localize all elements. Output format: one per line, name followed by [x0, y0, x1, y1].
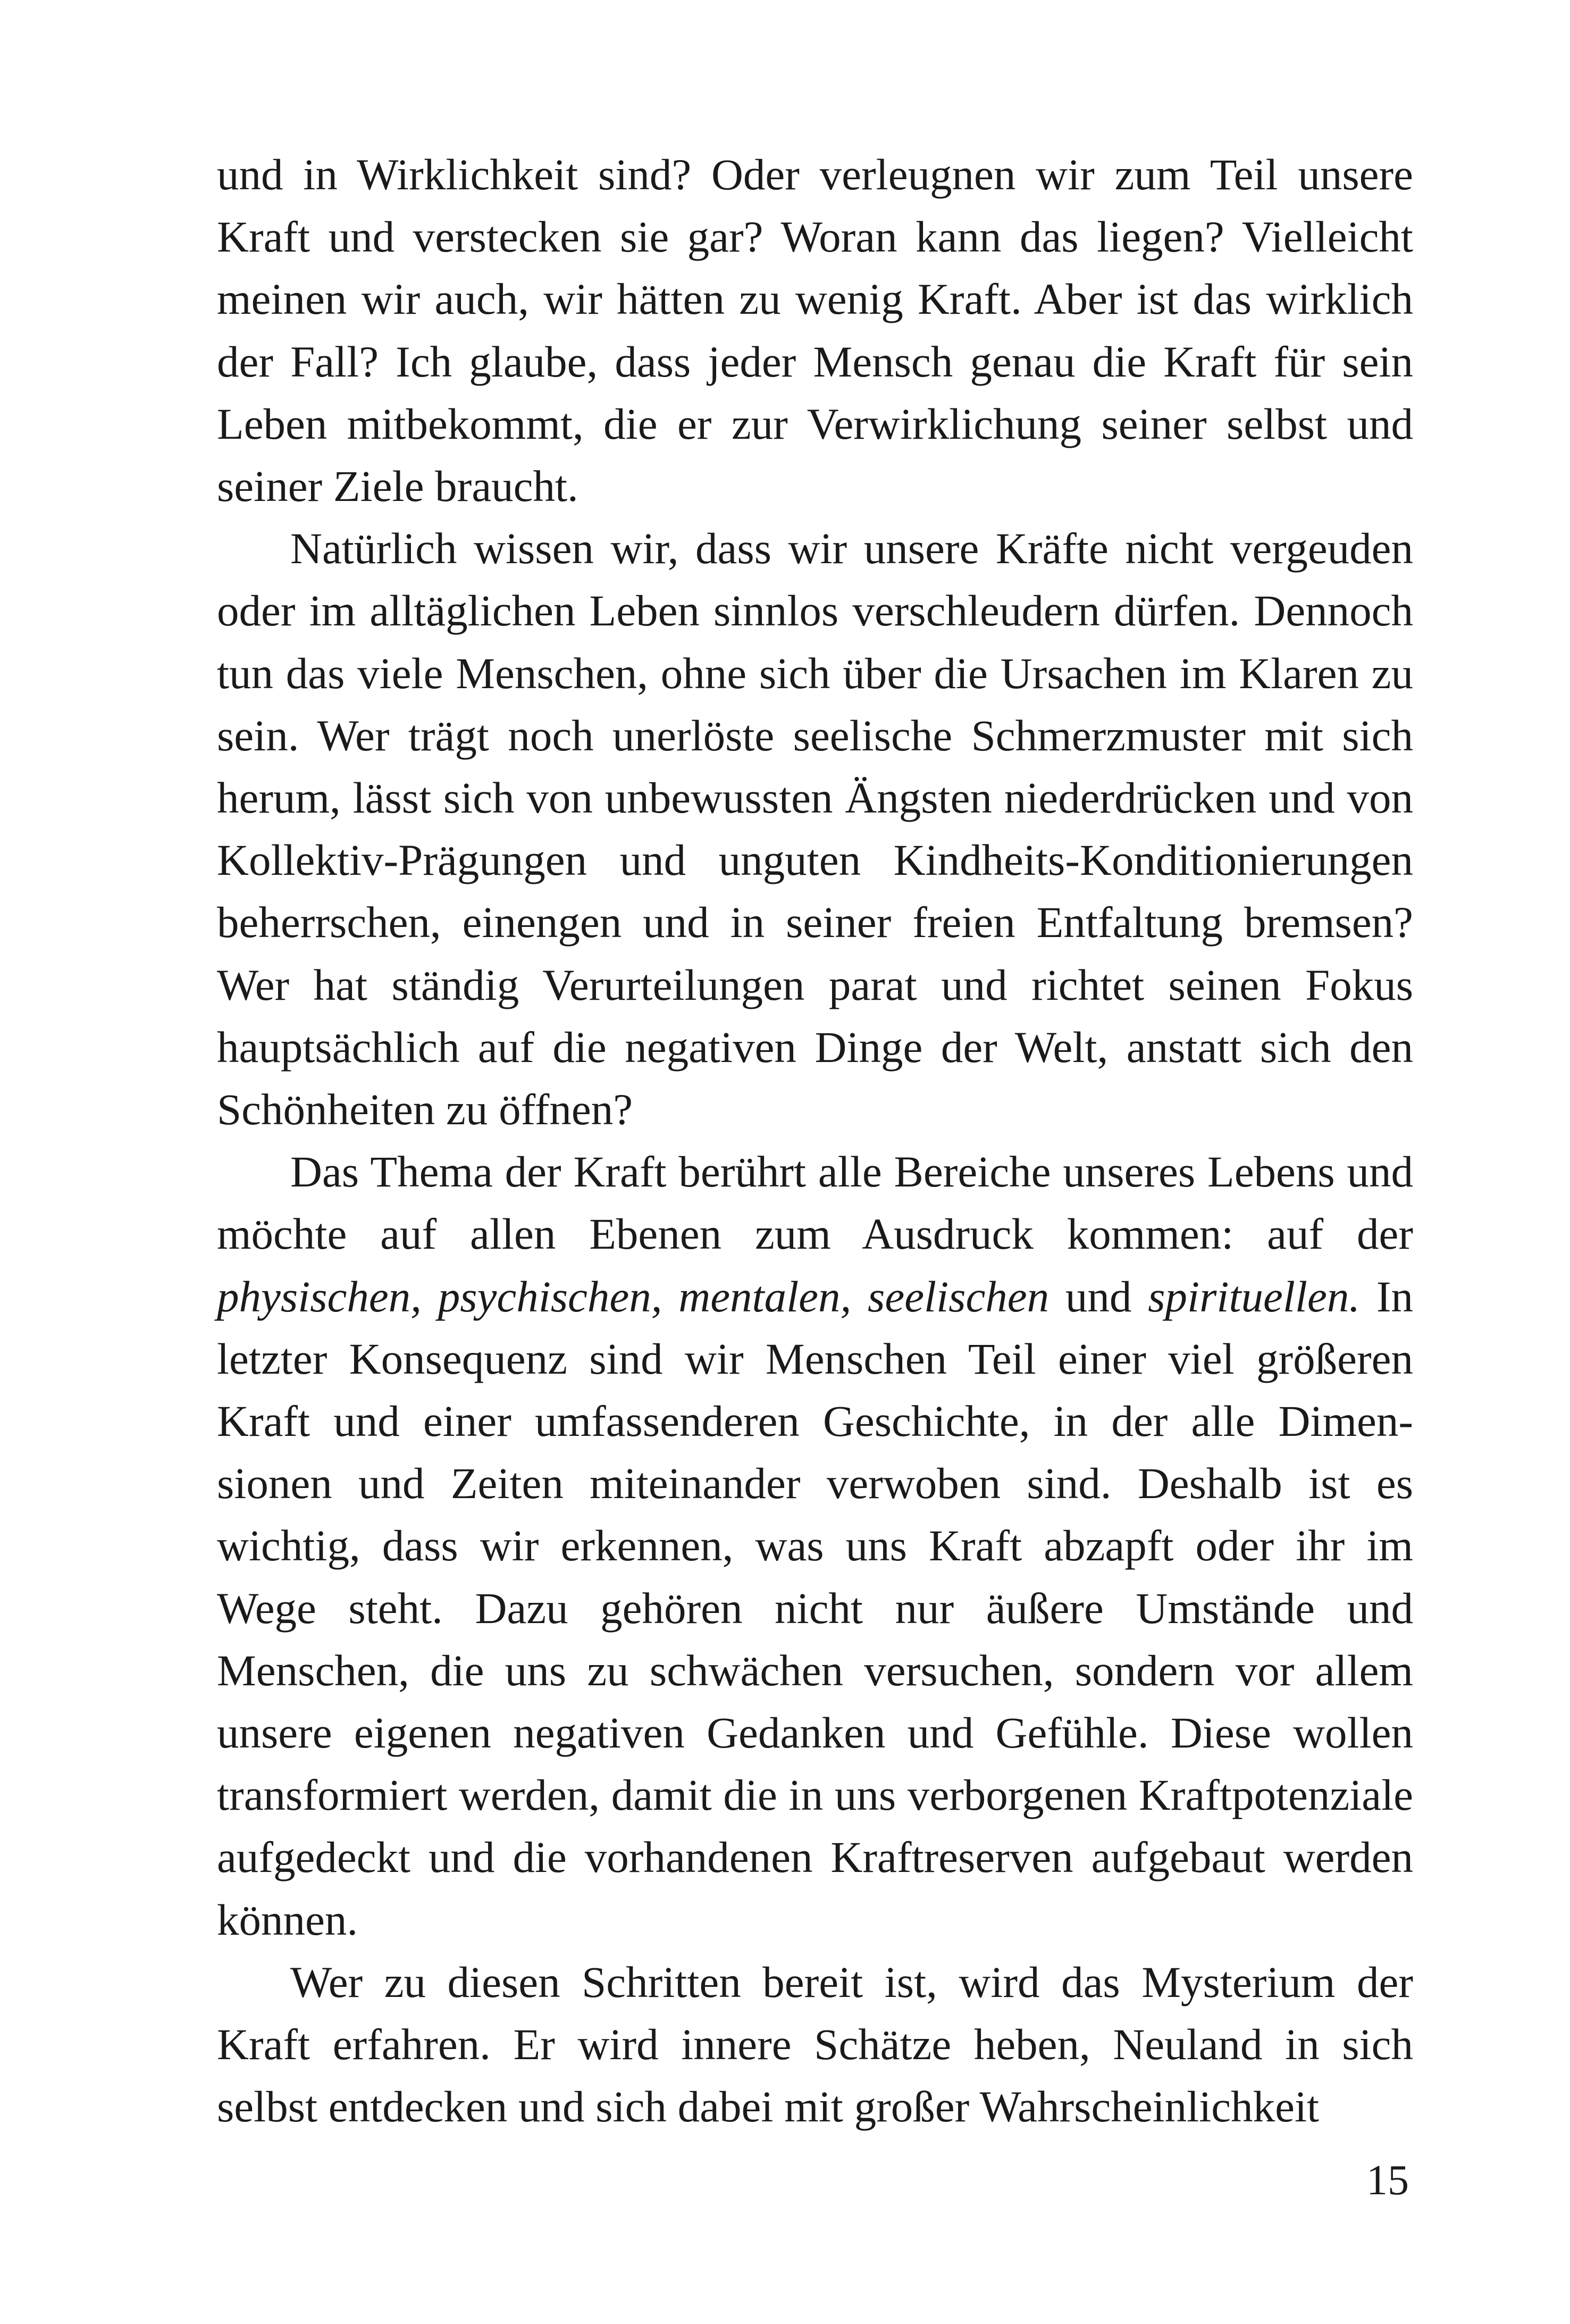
- paragraph-3-text-a: Das Thema der Kraft berührt alle Bereiche unseres Lebens und möchte auf allen Ebenen zum Ausdruck kommen: auf der: [217, 1147, 1413, 1259]
- paragraph-3: [217, 1141, 1413, 1951]
- paragraph-2: [217, 517, 1413, 1141]
- paragraph-3-italic-a: physischen, psychischen, mentalen, seelischen: [217, 1272, 1050, 1321]
- paragraph-4-text: Wer zu diesen Schritten bereit ist, wird das Mysterium der Kraft erfahren. Er wird innere Schätze heben, Neuland in sich selbst entdecken und sich dabei mit großer Wahrscheinlichkeit: [217, 1957, 1413, 2131]
- paragraph-2-text: Natürlich wissen wir, dass wir unsere Kräfte nicht vergeuden oder im alltäglichen Leben sinnlos verschleudern dürfen. Dennoch tun das viele Menschen, ohne sich über die Ursachen im Klaren zu sein. Wer trägt noch unerlöste seelische Schmerzmuster mit sich herum, lässt sich von unbewussten Ängsten niederdrücken und von Kollektiv-Prägungen und unguten Kindheits-Konditionierungen beherrschen, einengen und in seiner freien Entfaltung bremsen? Wer hat ständig Verurteilungen parat und richtet seinen Fokus hauptsächlich auf die negativen Dinge der Welt, anstatt sich den Schönheiten zu öffnen?: [217, 524, 1413, 1134]
- paragraph-4: [217, 1951, 1413, 2138]
- paragraph-3-text-c: In letzter Konsequenz sind wir Menschen Teil einer viel größeren Kraft und einer umfassenderen Geschichte, in der alle Dimensionen und Zeiten miteinander verwoben sind. Deshalb ist es wichtig, dass wir erkennen, was uns Kraft abzapft oder ihr im Wege steht. Dazu gehören nicht nur äußere Umstände und Menschen, die uns zu schwächen versuchen, sondern vor allem unsere eigenen negativen Gedanken und Gefühle. Diese wollen transformiert werden, damit die in uns verborgenen Kraftpotenziale aufgedeckt und die vorhandenen Kraftreserven aufgebaut werden können.: [217, 1272, 1414, 1944]
- paragraph-3-text-b: und: [1049, 1272, 1148, 1321]
- page-number: 15: [1366, 2157, 1409, 2204]
- paragraph-3-italic-b: spirituellen.: [1148, 1272, 1361, 1321]
- paragraph-1: [217, 144, 1413, 517]
- paragraph-1-text: und in Wirklichkeit sind? Oder verleugnen wir zum Teil unsere Kraft und verstecken sie gar? Woran kann das liegen? Vielleicht meinen wir auch, wir hätten zu wenig Kraft. Aber ist das wirklich der Fall? Ich glaube, dass jeder Mensch genau die Kraft für sein Leben mitbekommt, die er zur Verwirklichung seiner selbst und seiner Ziele braucht.: [217, 150, 1413, 511]
- body-text: [217, 144, 1413, 2138]
